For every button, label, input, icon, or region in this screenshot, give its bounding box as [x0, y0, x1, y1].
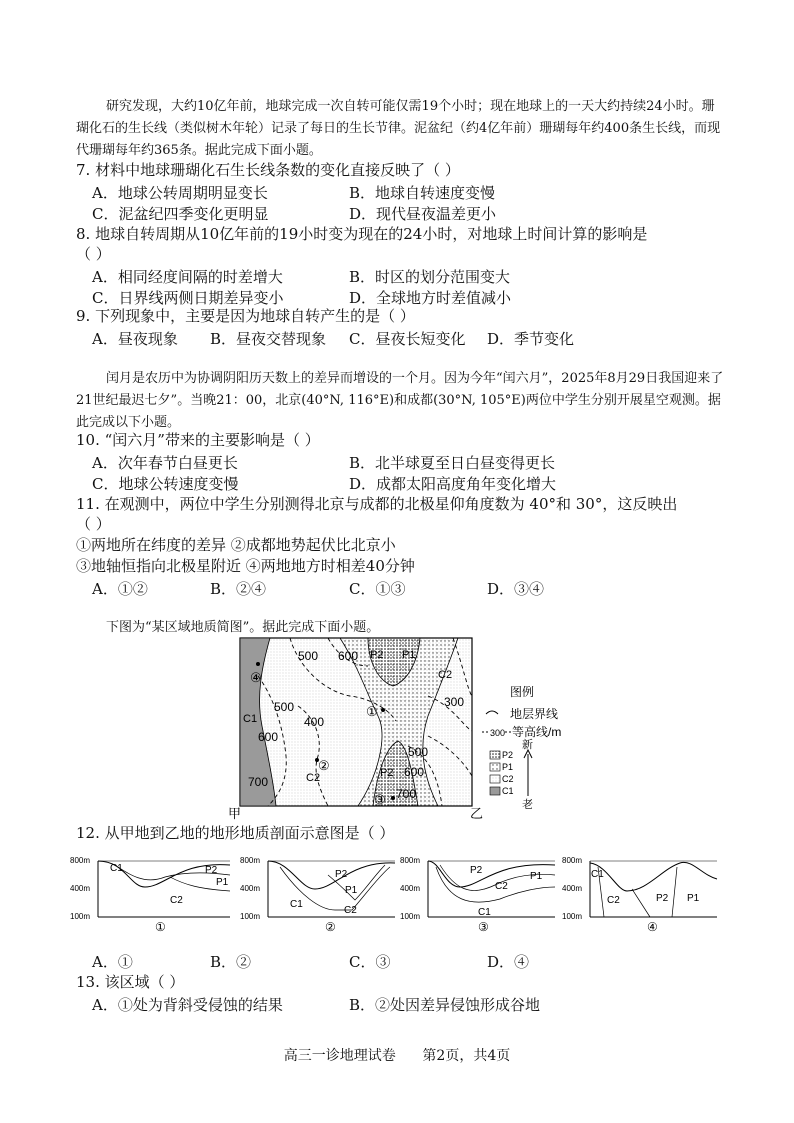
- contour-label: 700: [248, 775, 269, 789]
- contour-label: 500: [408, 745, 429, 759]
- q11-stem-paren: （ ）: [76, 515, 111, 533]
- q9-stem: 9. 下列现象中，主要是因为地球自转产生的是（ ）: [76, 307, 415, 325]
- legend-contour: 等高线/m: [512, 725, 562, 739]
- q9-option-a[interactable]: A．昼夜现象: [92, 330, 178, 348]
- q12-option-a[interactable]: A．①: [92, 953, 133, 971]
- q9-option-c[interactable]: C．昼夜长短变化: [349, 330, 466, 348]
- svg-text:400m: 400m: [562, 884, 583, 893]
- contour-label: 300: [444, 695, 465, 709]
- legend-new: 新: [522, 739, 533, 751]
- q10-option-b[interactable]: B．北半球夏至日白昼变得更长: [349, 454, 556, 472]
- legend-boundary: 地层界线: [510, 707, 559, 721]
- profile-3: [400, 855, 560, 935]
- unit-label: C2: [306, 772, 321, 784]
- q9-option-d[interactable]: D．季节变化: [487, 330, 575, 348]
- profile-num: ④: [647, 920, 658, 934]
- legend-c1: C1: [502, 786, 514, 796]
- q7-option-c[interactable]: C．泥盆纪四季变化更明显: [92, 205, 269, 223]
- unit-label: C2: [438, 669, 453, 681]
- q13-option-b[interactable]: B．②处因差异侵蚀形成谷地: [349, 996, 541, 1014]
- q10-stem: 10. “闰六月”带来的主要影响是（ ）: [76, 431, 320, 449]
- legend-c2: C2: [502, 774, 514, 784]
- legend-p2: P2: [502, 750, 514, 760]
- legend-p1: P1: [502, 762, 514, 772]
- q12-option-c[interactable]: C．③: [349, 953, 391, 971]
- contour-label: 600: [338, 649, 359, 663]
- profile-2: [240, 855, 400, 935]
- svg-text:800m: 800m: [400, 856, 421, 865]
- map-legend: [482, 684, 561, 811]
- svg-text:P1: P1: [530, 871, 543, 882]
- q13-option-a[interactable]: A．①处为背斜受侵蚀的结果: [92, 996, 283, 1014]
- legend-title: 图例: [510, 685, 535, 699]
- q7-option-a[interactable]: A．地球公转周期明显变长: [92, 184, 268, 202]
- svg-text:C2: C2: [607, 895, 620, 906]
- q7-option-b[interactable]: B．地球自转速度变慢: [349, 184, 496, 202]
- q12-stem: 12. 从甲地到乙地的地形地质剖面示意图是（ ）: [76, 824, 395, 842]
- legend-contour-value: 300: [490, 728, 506, 738]
- contour-label: 600: [404, 765, 425, 779]
- q11-option-d[interactable]: D．③④: [487, 580, 545, 598]
- passage-coral: 研究发现，大约10亿年前，地球完成一次自转可能仅需19个小时；现在地球上的一天大约持续24小时。珊瑚化石的生长线（类似树木年轮）记录了每日的生长节律。泥盆纪（约4亿年前）珊瑚每年约400条生长线，而现代珊瑚每年约365条。据此完成下面小题。: [76, 99, 721, 158]
- svg-text:C2: C2: [495, 881, 508, 892]
- q12-option-b[interactable]: B．②: [210, 953, 252, 971]
- profile-1: [70, 855, 235, 935]
- svg-text:400m: 400m: [70, 884, 91, 893]
- svg-text:800m: 800m: [562, 856, 583, 865]
- contour-label: 700: [396, 787, 417, 801]
- svg-text:800m: 800m: [240, 856, 261, 865]
- q8-stem: 8. 地球自转周期从10亿年前的19小时变为现在的24小时，对地球上时间计算的影响是: [76, 225, 648, 243]
- svg-text:P2: P2: [470, 865, 483, 876]
- legend-old: 老: [522, 799, 533, 811]
- svg-text:C2: C2: [344, 905, 357, 916]
- svg-text:C1: C1: [110, 863, 123, 874]
- contour-label: 600: [258, 730, 279, 744]
- q11-statements-1: ①两地所在纬度的差异 ②成都地势起伏比北京小: [76, 536, 396, 554]
- label-jia: 甲: [228, 806, 242, 820]
- contour-label: 500: [274, 700, 295, 714]
- label-yi: 乙: [470, 806, 484, 820]
- svg-text:100m: 100m: [562, 912, 583, 921]
- passage-leap-month: 闰月是农历中为协调阴阳历天数上的差异而增设的一个月。因为今年“闰六月”，2025年8月29日我国迎来了21世纪最迟七夕”。当晚21：00，北京(40°N, 116°E)和成都(30°N, 105°E)两位中学生分别开展星空观测。据此完成以下小题。: [76, 371, 724, 430]
- q11-stem: 11. 在观测中，两位中学生分别测得北京与成都的北极星仰角度数为 40°和 30°，这反映出: [76, 495, 678, 513]
- svg-text:P1: P1: [216, 877, 229, 888]
- q9-option-b[interactable]: B．昼夜交替现象: [210, 330, 327, 348]
- q10-option-c[interactable]: C．地球公转速度变慢: [92, 475, 239, 493]
- point-4: ④: [250, 670, 262, 685]
- svg-text:100m: 100m: [70, 912, 91, 921]
- q8-option-d[interactable]: D．全球地方时差值减小: [349, 289, 512, 307]
- svg-text:400m: 400m: [400, 884, 421, 893]
- profile-num: ②: [325, 920, 336, 934]
- q12-option-d[interactable]: D．④: [487, 953, 530, 971]
- unit-label: P2: [380, 767, 394, 779]
- svg-text:C2: C2: [170, 895, 183, 906]
- q10-option-d[interactable]: D．成都太阳高度角年变化增大: [349, 475, 557, 493]
- svg-text:P1: P1: [687, 893, 700, 904]
- svg-text:P1: P1: [345, 885, 358, 896]
- svg-text:C1: C1: [478, 907, 491, 918]
- profile-4: [562, 855, 722, 935]
- svg-text:100m: 100m: [240, 912, 261, 921]
- svg-text:P2: P2: [335, 869, 348, 880]
- geology-map: [228, 636, 568, 820]
- contour-label: 400: [304, 715, 325, 729]
- profile-num: ①: [155, 920, 166, 934]
- svg-text:800m: 800m: [70, 856, 91, 865]
- unit-label: C1: [243, 713, 258, 725]
- passage-geology-map: 下图为“某区域地质简图”。据此完成下面小题。: [106, 620, 380, 635]
- q10-option-a[interactable]: A．次年春节白昼更长: [92, 454, 238, 472]
- q8-option-a[interactable]: A．相同经度间隔的时差增大: [92, 268, 283, 286]
- q11-option-a[interactable]: A．①②: [92, 580, 148, 598]
- point-2: ②: [318, 758, 330, 773]
- unit-label: P1: [402, 649, 416, 661]
- q11-option-b[interactable]: B．②④: [210, 580, 267, 598]
- svg-text:100m: 100m: [400, 912, 421, 921]
- svg-text:C1: C1: [591, 869, 604, 880]
- svg-text:P2: P2: [656, 893, 669, 904]
- svg-text:400m: 400m: [240, 884, 261, 893]
- q8-option-c[interactable]: C．日界线两侧日期差异变小: [92, 289, 284, 307]
- q7-stem: 7. 材料中地球珊瑚化石生长线条数的变化直接反映了（ ）: [76, 161, 460, 179]
- q11-option-c[interactable]: C．①③: [349, 580, 406, 598]
- svg-text:P2: P2: [205, 865, 218, 876]
- svg-text:C1: C1: [290, 899, 303, 910]
- point-3: ③: [374, 792, 386, 807]
- unit-label: P2: [370, 649, 384, 661]
- q13-stem: 13. 该区域（ ）: [76, 973, 185, 991]
- contour-label: 500: [298, 649, 319, 663]
- q8-option-b[interactable]: B．时区的划分范围变大: [349, 268, 511, 286]
- q11-statements-2: ③地轴恒指向北极星附近 ④两地地方时相差40分钟: [76, 557, 415, 575]
- page-footer: 高三一诊地理试卷 第2页，共4页: [283, 1048, 511, 1064]
- q8-stem-paren: （ ）: [76, 245, 111, 263]
- point-1: ①: [366, 704, 378, 719]
- profile-num: ③: [478, 920, 489, 934]
- q7-option-d[interactable]: D．现代昼夜温差更小: [349, 205, 497, 223]
